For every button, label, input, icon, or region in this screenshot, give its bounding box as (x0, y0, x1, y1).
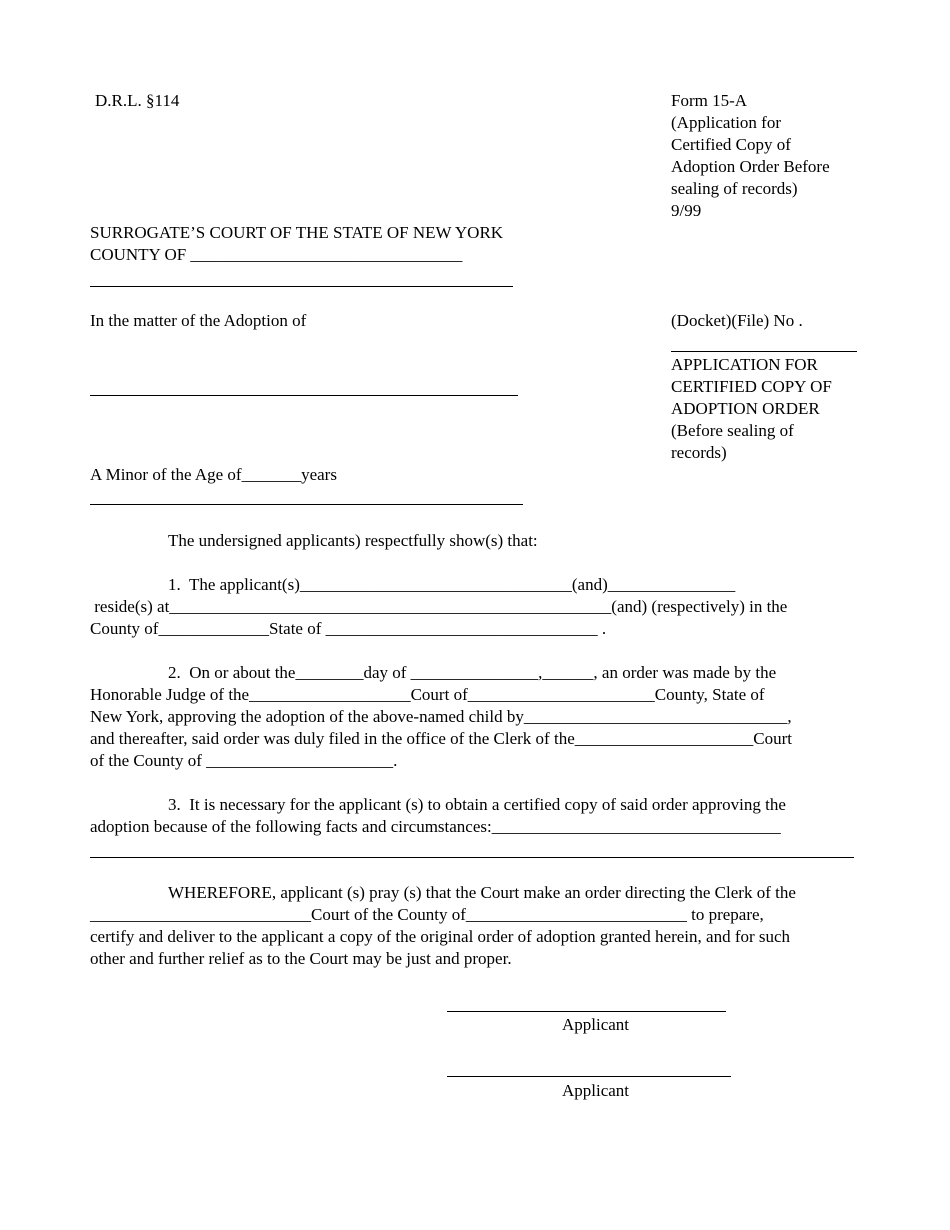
form-desc-line: (Application for (671, 113, 781, 132)
paragraph-2-line: 2. On or about the________day of _______________,______, an order was made by the (168, 663, 777, 682)
signature-label-2: Applicant (561, 1081, 630, 1100)
form-desc-line: Adoption Order Before (671, 157, 830, 176)
form-desc-line: sealing of records) (671, 179, 798, 198)
document-title-line: records) (671, 443, 727, 462)
paragraph-1-line: 1. The applicant(s)________________________________(and)_______________ (168, 575, 736, 594)
docket-number-label: (Docket)(File) No . (671, 311, 803, 330)
signature-label-1: Applicant (561, 1015, 630, 1034)
court-name: SURROGATE’S COURT OF THE STATE OF NEW YORK (90, 223, 504, 242)
caption-bottom-rule (90, 504, 523, 505)
matter-title: In the matter of the Adoption of (90, 311, 307, 330)
paragraph-2-line: Honorable Judge of the___________________Court of______________________County, State of (90, 685, 765, 704)
paragraph-1-line: reside(s) at____________________________________________________(and) (respectively) in the (90, 597, 788, 616)
minor-age-line: A Minor of the Age of_______years (90, 465, 337, 484)
form-date: 9/99 (671, 201, 702, 220)
child-name-line (90, 395, 518, 396)
document-title-line: CERTIFIED COPY OF (671, 377, 832, 396)
intro-statement: The undersigned applicants) respectfully show(s) that: (168, 531, 538, 550)
paragraph-1-line: County of_____________State of ________________________________ . (90, 619, 607, 638)
wherefore-line: __________________________Court of the County of__________________________ to prepare, (90, 905, 764, 924)
wherefore-line: other and further relief as to the Court may be just and proper. (90, 949, 512, 968)
form-desc-line: Certified Copy of (671, 135, 791, 154)
wherefore-line: WHEREFORE, applicant (s) pray (s) that the Court make an order directing the Clerk of the (168, 883, 796, 902)
paragraph-3-line: adoption because of the following facts and circumstances:__________________________________ (90, 817, 781, 836)
caption-divider (90, 286, 513, 287)
form-identifier (671, 90, 911, 222)
docket-number-line (671, 351, 857, 352)
document-title (671, 354, 911, 464)
wherefore-line: certify and deliver to the applicant a copy of the original order of adoption granted herein, and for such (90, 927, 791, 946)
document-title-line: APPLICATION FOR (671, 355, 818, 374)
statute-reference: D.R.L. §114 (95, 91, 180, 110)
paragraph-2-line: New York, approving the adoption of the above-named child by_______________________________, (90, 707, 792, 726)
form-number: Form 15-A (671, 91, 748, 110)
circumstances-line (90, 857, 854, 858)
county-line: COUNTY OF ________________________________ (90, 245, 463, 264)
document-title-line: ADOPTION ORDER (671, 399, 820, 418)
paragraph-3-line: 3. It is necessary for the applicant (s) to obtain a certified copy of said order approving the (168, 795, 786, 814)
document-title-line: (Before sealing of (671, 421, 794, 440)
signature-line-2 (447, 1076, 731, 1077)
paragraph-2-line: of the County of ______________________. (90, 751, 398, 770)
signature-line-1 (447, 1011, 726, 1012)
paragraph-2-line: and thereafter, said order was duly filed in the office of the Clerk of the_____________________Court (90, 729, 792, 748)
